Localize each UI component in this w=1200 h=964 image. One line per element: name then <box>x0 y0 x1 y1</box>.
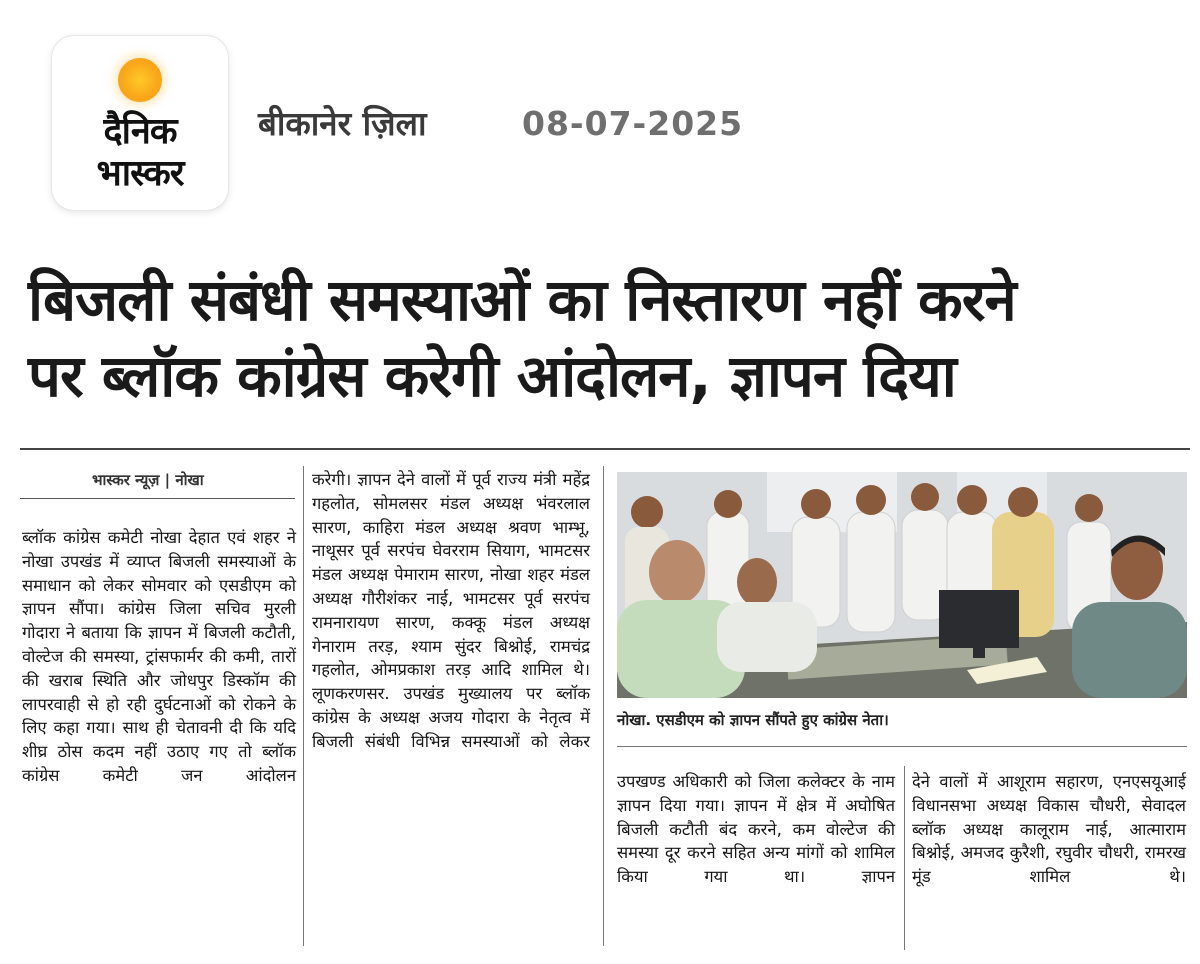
headline-divider <box>20 448 1190 450</box>
column-divider <box>603 466 604 946</box>
article-column-2 <box>312 468 590 948</box>
headline-line-1: बिजली संबंधी समस्याओं का निस्तारण नहीं करने <box>28 266 1016 334</box>
article-text: ब्लॉक कांग्रेस कमेटी नोखा देहात एवं शहर ने नोखा उपखंड में व्याप्त बिजली समस्याओं के समाधान को लेकर सोमवार को एसडीएम को ज्ञापन सौंपा। कांग्रेस जिला सचिव मुरली गोदारा ने बताया कि ज्ञापन में बिजली कटौती, वोल्टेज की समस्या, ट्रांसफार्मर की कमी, तारों की खराब स्थिति और जोधपुर डिस्कॉम की लापरवाही से हो रही दुर्घटनाओं को रोकने के लिए कहा गया। साथ ही चेतावनी दी कि यदि शीघ्र ठोस कदम नहीं उठाए गए तो ब्लॉक कांग्रेस कमेटी जन आंदोलन <box>22 528 296 785</box>
edition-name: बीकानेर ज़िला <box>258 104 427 143</box>
article-column-4 <box>912 770 1186 950</box>
column-divider <box>904 766 905 950</box>
newspaper-logo <box>52 36 228 210</box>
news-photo <box>617 472 1187 698</box>
sun-icon <box>118 58 162 102</box>
article-text: देने वालों में आशूराम सहारण, एनएसयूआई विधानसभा अध्यक्ष विकास चौधरी, सेवादल ब्लॉक अध्यक्ष कालूराम नाई, आत्माराम बिश्नोई, अमजद कुरैशी, रघुवीर चौधरी, रामरख मूंड शामिल थे। <box>912 772 1186 887</box>
column-divider <box>303 466 304 946</box>
article-text: उपखण्ड अधिकारी को जिला कलेक्टर के नाम ज्ञापन दिया गया। ज्ञापन में क्षेत्र में अघोषित बिजली कटौती बंद करने, कम वोल्टेज की समस्या दूर करने सहित अन्य मांगों को शामिल किया गया था। ज्ञापन <box>617 772 895 887</box>
caption-divider <box>617 746 1187 747</box>
article-column-1 <box>22 526 296 946</box>
edition-date: 08-07-2025 <box>522 104 744 143</box>
byline: भास्कर न्यूज़ | नोखा <box>92 471 204 489</box>
headline <box>28 262 1188 414</box>
logo-line-2: भास्कर <box>96 153 184 194</box>
photo-illustration <box>617 472 1187 698</box>
headline-line-2: पर ब्लॉक कांग्रेस करेगी आंदोलन, ज्ञापन दिया <box>28 342 956 410</box>
article-column-3 <box>617 770 895 950</box>
article-text: करेगी। ज्ञापन देने वालों में पूर्व राज्य मंत्री महेंद्र गहलोत, सोमलसर मंडल अध्यक्ष भंवरलाल सारण, काहिरा मंडल अध्यक्ष श्रवण भाम्भू, नाथूसर पूर्व सरपंच घेवरराम सियाग, भामटसर मंडल अध्यक्ष पेमाराम सारण, नोखा शहर मंडल अध्यक्ष गौरीशंकर नाई, भामटसर पूर्व सरपंच रामनारायण सारण, कक्कू मंडल अध्यक्ष गेनाराम तरड़, श्याम सुंदर बिश्नोई, रामचंद्र गहलोत, ओमप्रकाश तरड़ आदि शामिल थे। लूणकरणसर. उपखंड मुख्यालय पर ब्लॉक कांग्रेस के अध्यक्ष अजय गोदारा के नेतृत्व में बिजली संबंधी विभिन्न समस्याओं को लेकर <box>312 470 590 751</box>
logo-line-1: दैनिक <box>103 111 177 152</box>
byline-divider <box>20 498 295 499</box>
photo-caption: नोखा. एसडीएम को ज्ञापन सौंपते हुए कांग्रेस नेता। <box>617 711 889 729</box>
